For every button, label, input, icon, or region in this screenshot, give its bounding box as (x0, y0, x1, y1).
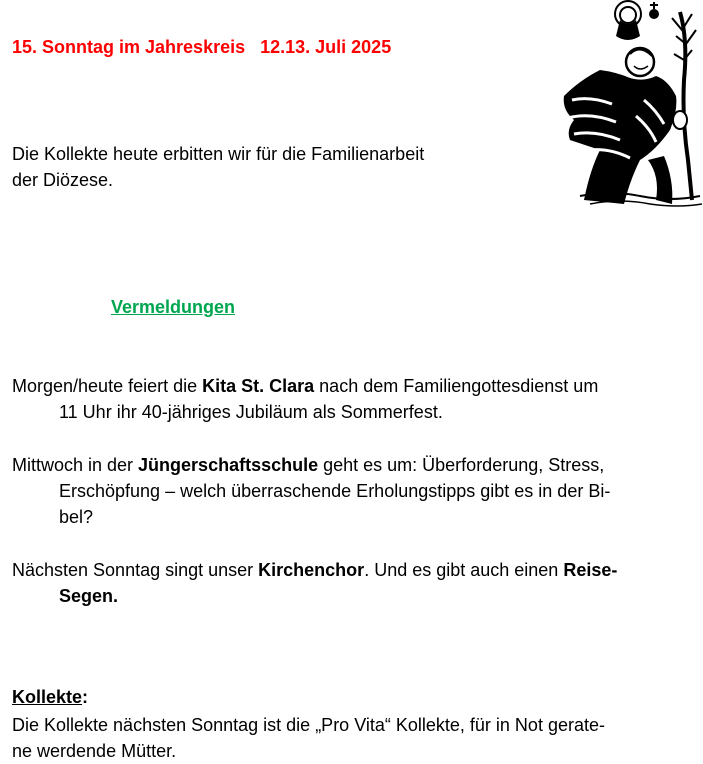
kollekte-paragraph (12, 712, 672, 764)
announcement-first-line: Mittwoch in der Jüngerschaftsschule geht es um: Überforderung, Stress, (12, 455, 605, 475)
announcement-bold: Kirchenchor (258, 560, 365, 580)
intro-line-1: Die Kollekte heute erbitten wir für die Familienarbeit (12, 144, 425, 164)
announcement-continuation: Segen. (59, 586, 119, 606)
announcement-first-line: Nächsten Sonntag singt unser Kirchenchor. Und es gibt auch einen Reise- (12, 560, 618, 580)
section-heading-vermeldungen: Vermeldungen (111, 297, 236, 317)
announcement-item (12, 557, 662, 609)
kollekte-heading: Kollekte: (12, 687, 89, 707)
announcement-bold: Kita St. Clara (202, 376, 315, 396)
page-title: 15. Sonntag im Jahreskreis 12.13. Juli 2025 (12, 37, 392, 57)
kollekte-line-1: Die Kollekte nächsten Sonntag ist die „Pro Vita“ Kollekte, für in Not gerate- (12, 715, 605, 735)
announcement-item (12, 452, 662, 530)
announcement-continuation: 11 Uhr ihr 40-jähriges Jubiläum als Sommerfest. (59, 402, 443, 422)
intro-paragraph (12, 141, 492, 193)
announcement-bold: Reise- (563, 560, 618, 580)
announcement-bold: Jüngerschaftsschule (138, 455, 319, 475)
saint-christopher-icon (560, 0, 703, 208)
announcement-continuation: Erschöpfung – welch überraschende Erholungstipps gibt es in der Bi- (59, 481, 611, 501)
intro-line-2: der Diözese. (12, 170, 114, 190)
kollekte-line-2: ne werdende Mütter. (12, 741, 177, 761)
announcement-continuation: bel? (59, 507, 94, 527)
announcement-first-line: Morgen/heute feiert die Kita St. Clara nach dem Familiengottesdienst um (12, 376, 599, 396)
announcement-item (12, 373, 662, 425)
